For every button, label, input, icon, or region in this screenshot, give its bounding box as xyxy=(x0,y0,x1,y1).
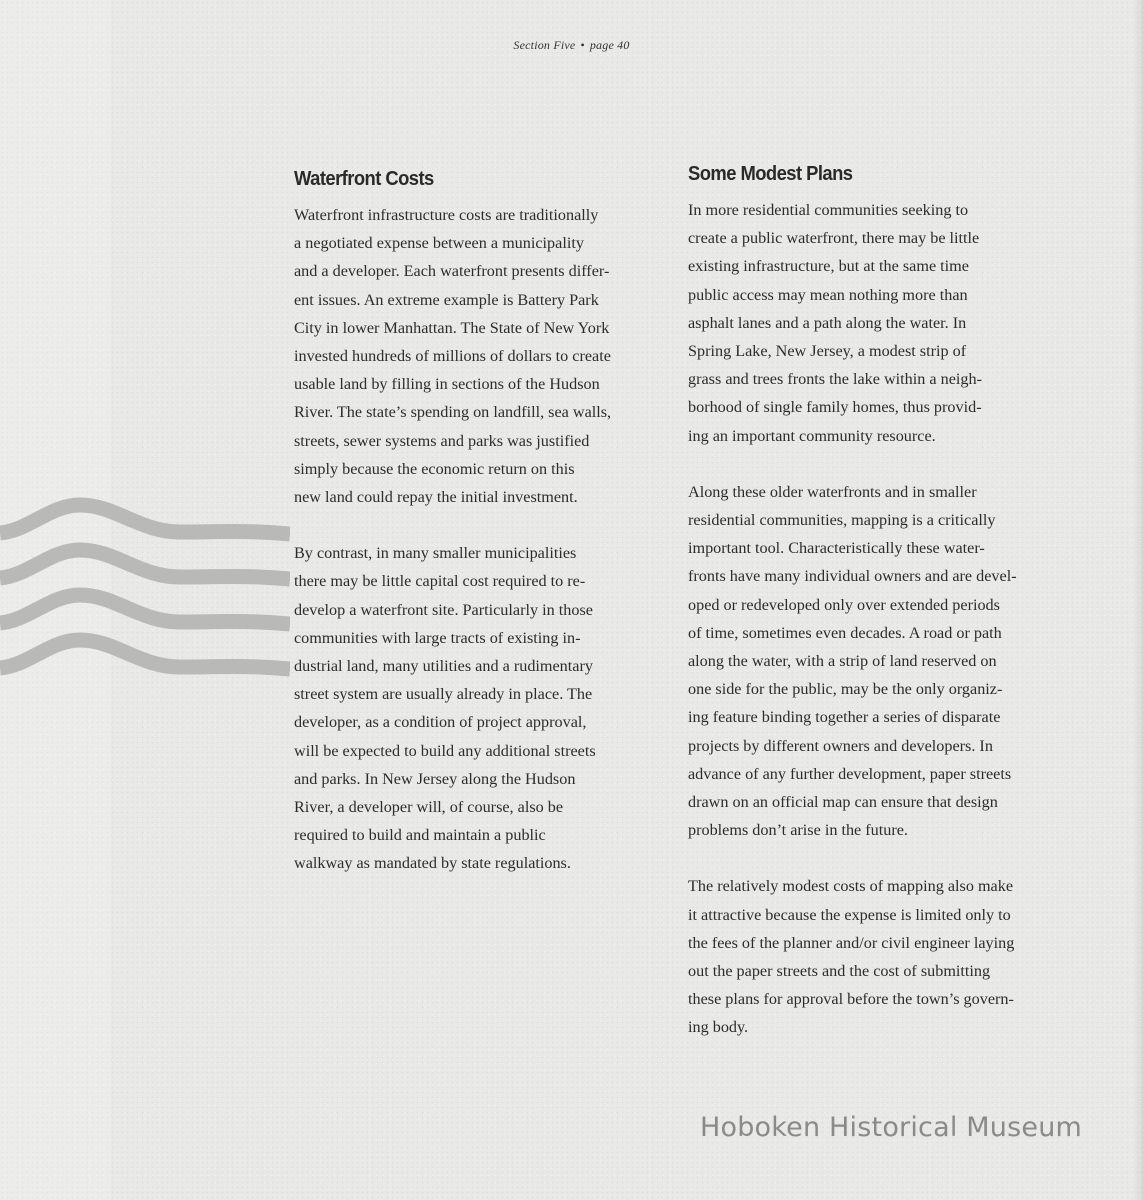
text-line: ing feature binding together a series of disparate xyxy=(688,708,1001,727)
paragraph xyxy=(688,196,1058,450)
text-line: usable land by filling in sections of the Hudson xyxy=(294,375,600,394)
text-line: out the paper streets and the cost of submitting xyxy=(688,962,991,981)
text-line: and parks. In New Jersey along the Hudson xyxy=(294,769,576,788)
text-line: new land could repay the initial investment. xyxy=(294,488,578,507)
text-line: one side for the public, may be the only organiz- xyxy=(688,680,1003,699)
text-line: residential communities, mapping is a critically xyxy=(688,511,996,530)
text-line: dustrial land, many utilities and a rudimentary xyxy=(294,657,593,676)
paragraph xyxy=(294,201,664,511)
text-line: public access may mean nothing more than xyxy=(688,285,968,304)
text-line: the fees of the planner and/or civil engineer laying xyxy=(688,933,1015,952)
text-line: In more residential communities seeking to xyxy=(688,201,969,219)
text-line: required to build and maintain a public xyxy=(294,826,546,845)
wave-line-4 xyxy=(0,640,290,669)
text-line: City in lower Manhattan. The State of New York xyxy=(294,318,610,337)
section-heading: Waterfront Costs xyxy=(294,168,434,190)
text-line: along the water, with a strip of land reserved on xyxy=(688,652,997,671)
paragraph xyxy=(294,539,664,877)
text-line: borhood of single family homes, thus provid- xyxy=(688,398,982,417)
text-line: and a developer. Each waterfront presents differ- xyxy=(294,262,610,281)
wave-line-1 xyxy=(0,505,290,534)
text-line: important tool. Characteristically these water- xyxy=(688,539,985,558)
paragraph xyxy=(688,872,1058,1041)
text-line: streets, sewer systems and parks was justified xyxy=(294,431,590,450)
text-line: projects by different owners and developers. In xyxy=(688,736,993,755)
text-line: oped or redeveloped only over extended periods xyxy=(688,595,1000,614)
text-line: River, a developer will, of course, also be xyxy=(294,798,564,817)
header-page-number: page 40 xyxy=(589,38,630,52)
text-line: existing infrastructure, but at the same time xyxy=(688,257,969,276)
page-edge-shadow xyxy=(1133,0,1143,1200)
text-line: problems don’t arise in the future. xyxy=(688,821,908,840)
text-line: street system are usually already in place. The xyxy=(294,685,593,704)
header-separator: • xyxy=(580,38,585,52)
text-line: advance of any further development, paper streets xyxy=(688,764,1012,783)
wave-line-3 xyxy=(0,595,290,624)
header-section: Section Five xyxy=(513,38,576,52)
text-line: these plans for approval before the town’s govern- xyxy=(688,990,1014,1009)
column-waterfront-costs xyxy=(294,168,664,906)
text-line: simply because the economic return on this xyxy=(294,459,575,478)
text-line: Waterfront infrastructure costs are traditionally xyxy=(294,206,599,224)
column-some-modest-plans xyxy=(688,163,1058,1070)
text-line: fronts have many individual owners and are devel- xyxy=(688,567,1017,586)
text-line: it attractive because the expense is limited only to xyxy=(688,905,1011,924)
text-line: walkway as mandated by state regulations. xyxy=(294,854,571,873)
text-line: ing body. xyxy=(688,1018,749,1037)
text-line: Along these older waterfronts and in smaller xyxy=(688,482,977,501)
text-line: there may be little capital cost required to re- xyxy=(294,572,586,591)
text-line: ent issues. An extreme example is Battery Park xyxy=(294,290,599,309)
text-line: communities with large tracts of existing in- xyxy=(294,628,581,647)
text-line: will be expected to build any additional streets xyxy=(294,741,596,760)
text-line: a negotiated expense between a municipality xyxy=(294,234,584,253)
museum-watermark: Hoboken Historical Museum xyxy=(700,1112,1083,1143)
text-line: ing an important community resource. xyxy=(688,426,936,445)
running-header xyxy=(0,38,1143,53)
text-line: develop a waterfront site. Particularly in those xyxy=(294,600,593,619)
paragraph xyxy=(688,478,1058,845)
wave-line-2 xyxy=(0,550,290,579)
text-line: create a public waterfront, there may be little xyxy=(688,229,980,248)
text-line: invested hundreds of millions of dollars to create xyxy=(294,347,611,366)
text-line: of time, sometimes even decades. A road or path xyxy=(688,623,1002,642)
text-line: drawn on an official map can ensure that design xyxy=(688,793,998,812)
text-line: By contrast, in many smaller municipalities xyxy=(294,544,577,563)
text-line: developer, as a condition of project approval, xyxy=(294,713,587,732)
wave-lines-icon xyxy=(0,490,290,690)
text-line: River. The state’s spending on landfill, sea walls, xyxy=(294,403,612,422)
section-heading: Some Modest Plans xyxy=(688,163,853,185)
text-line: grass and trees fronts the lake within a neigh- xyxy=(688,370,982,389)
text-line: asphalt lanes and a path along the water. In xyxy=(688,313,967,332)
text-line: Spring Lake, New Jersey, a modest strip of xyxy=(688,342,967,361)
text-line: The relatively modest costs of mapping also make xyxy=(688,877,1014,896)
